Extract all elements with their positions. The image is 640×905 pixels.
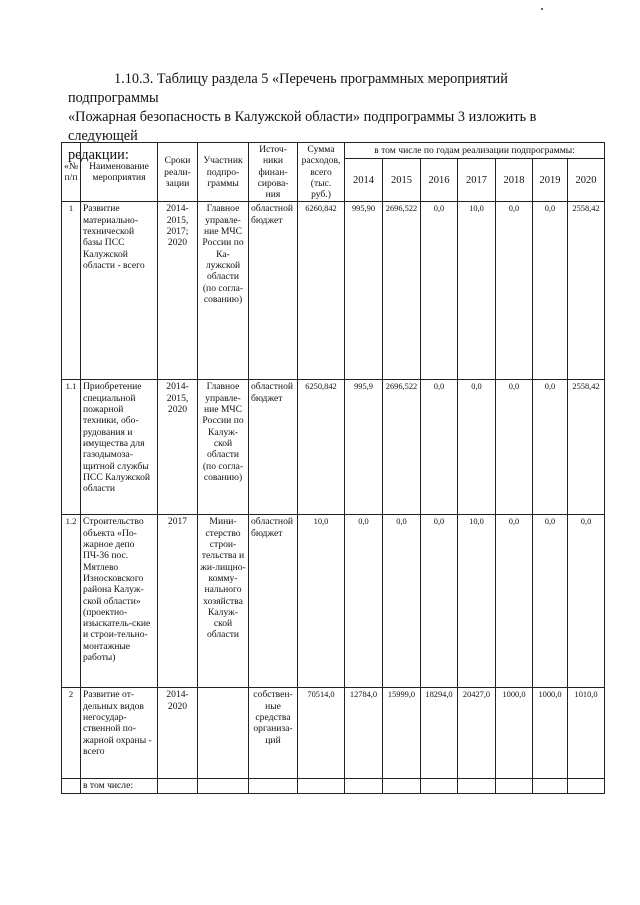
table-row [62,515,605,688]
empty-cell [421,779,458,793]
row-total: 10,0 [298,515,345,688]
row-year-value: 15999,0 [383,688,421,779]
row-name: Развитие материально-технической базы ПСС Калужской области - всего [81,202,158,380]
empty-cell [533,779,568,793]
heading-line-2: «Пожарная безопасность в Калужской области» подпрограммы 3 изложить в следующей [68,109,537,144]
header-year: 2019 [533,158,568,202]
row-name: в том числе: [81,779,158,793]
row-num [62,779,81,793]
row-terms: 2014-2015, 2017; 2020 [158,202,198,380]
program-activities-table [61,142,605,794]
header-years-group: в том числе по годам реализации подпрограммы: [345,143,605,159]
header-year: 2015 [383,158,421,202]
row-num: 1.2 [62,515,81,688]
row-participant: Мини-стерство строи-тельства и жи-лищно-комму-нального хозяйства Калуж-ской области [198,515,249,688]
empty-cell [158,779,198,793]
row-num: 1.1 [62,380,81,515]
row-year-value: 0,0 [345,515,383,688]
empty-cell [298,779,345,793]
header-year: 2017 [458,158,496,202]
row-name: Приобретение специальной пожарной техники, обо-рудования и имущества для газодымоза-щитной службы ПСС Калужской области [81,380,158,515]
header-num: «№ п/п [62,143,81,202]
table-row [62,380,605,515]
row-year-value: 0,0 [496,202,533,380]
row-name: Строительство объекта «По-жарное депо ПЧ-36 пос. Мятлево Износковского района Калуж-ской области» (проектно-изыскатель-ские и строи-тельно-монтажные работы) [81,515,158,688]
row-year-value: 2696,522 [383,380,421,515]
row-source: областной бюджет [249,202,298,380]
row-source: областной бюджет [249,380,298,515]
heading-line-1: 1.10.3. Таблицу раздела 5 «Перечень программных мероприятий подпрограммы [68,71,508,106]
header-participant: Участник подпро-граммы [198,143,249,202]
row-total: 70514,0 [298,688,345,779]
scan-speck [541,8,543,10]
empty-cell [496,779,533,793]
row-year-value: 995,90 [345,202,383,380]
empty-cell [345,779,383,793]
heading-line-3: редакции: [68,147,129,163]
row-year-value: 0,0 [533,202,568,380]
row-year-value: 2558,42 [568,202,605,380]
row-year-value: 0,0 [458,380,496,515]
row-source: областной бюджет [249,515,298,688]
row-year-value: 0,0 [421,202,458,380]
row-year-value: 995,9 [345,380,383,515]
empty-cell [458,779,496,793]
row-terms: 2017 [158,515,198,688]
row-year-value: 10,0 [458,202,496,380]
row-year-value: 2558,42 [568,380,605,515]
row-year-value: 0,0 [496,515,533,688]
header-year: 2020 [568,158,605,202]
row-total: 6260,842 [298,202,345,380]
row-year-value: 20427,0 [458,688,496,779]
header-source: Источ-ники финан-сирова-ния [249,143,298,202]
row-participant: Главное управле-ние МЧС России по Ка-лужской области (по согла-сованию) [198,202,249,380]
row-num: 2 [62,688,81,779]
table-row [62,688,605,779]
header-year: 2018 [496,158,533,202]
row-year-value: 1000,0 [496,688,533,779]
row-year-value: 0,0 [533,380,568,515]
row-participant: Главное управле-ние МЧС России по Калуж-ской области (по согла-сованию) [198,380,249,515]
row-year-value: 10,0 [458,515,496,688]
row-terms: 2014-2020 [158,688,198,779]
row-participant [198,688,249,779]
row-year-value: 0,0 [533,515,568,688]
header-year: 2014 [345,158,383,202]
table-row [62,779,605,793]
header-name: Наименование мероприятия [81,143,158,202]
row-year-value: 0,0 [383,515,421,688]
empty-cell [249,779,298,793]
table-row [62,202,605,380]
empty-cell [568,779,605,793]
row-year-value: 12784,0 [345,688,383,779]
row-year-value: 0,0 [496,380,533,515]
row-year-value: 0,0 [421,515,458,688]
header-terms: Сроки реали-зации [158,143,198,202]
row-terms: 2014-2015, 2020 [158,380,198,515]
row-year-value: 2696,522 [383,202,421,380]
row-num: 1 [62,202,81,380]
row-year-value: 0,0 [421,380,458,515]
empty-cell [198,779,249,793]
row-name: Развитие от-дельных видов негосудар-ственной по-жарной охраны - всего [81,688,158,779]
row-year-value: 1000,0 [533,688,568,779]
row-source: собствен-ные средства организа-ций [249,688,298,779]
row-year-value: 18294,0 [421,688,458,779]
header-total: Сумма расходов, всего (тыс. руб.) [298,143,345,202]
row-year-value: 1010,0 [568,688,605,779]
header-year: 2016 [421,158,458,202]
row-total: 6250,842 [298,380,345,515]
row-year-value: 0,0 [568,515,605,688]
empty-cell [383,779,421,793]
